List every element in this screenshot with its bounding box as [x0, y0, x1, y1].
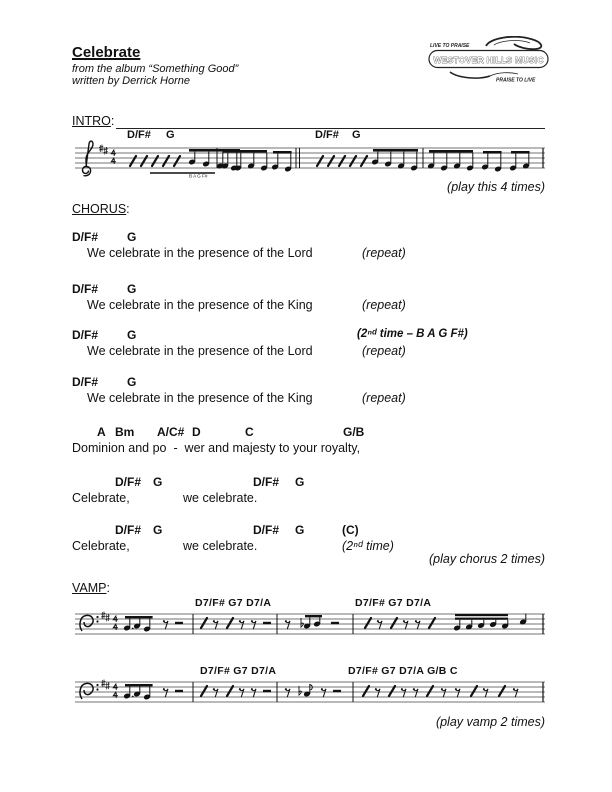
chord: D/F#	[115, 475, 142, 489]
chord: G	[153, 523, 163, 537]
repeat-note: (repeat)	[362, 343, 406, 358]
chord: D/F#	[72, 375, 99, 389]
key-signature-sharps	[101, 612, 110, 622]
time-signature	[113, 616, 117, 630]
second-time-note: (2ⁿᵈ time – B A G F#)	[357, 328, 468, 340]
chord: A	[97, 425, 106, 439]
chord: G	[127, 230, 137, 244]
measure-3-notes	[285, 615, 339, 629]
vamp-staff-2	[75, 668, 545, 712]
chord: A/C#	[157, 425, 185, 439]
second-time-note: (2ⁿᵈ time)	[342, 538, 394, 553]
chorus-line	[72, 230, 545, 264]
vamp-chords: D7/F# G7 D7/A	[200, 665, 277, 677]
chord: (C)	[342, 523, 359, 537]
chorus-label: CHORUS:	[72, 202, 130, 216]
lyric: Celebrate,	[72, 490, 130, 505]
chord: G/B	[343, 425, 365, 439]
intro-play-note: (play this 4 times)	[447, 180, 545, 194]
vamp-label: VAMP:	[72, 581, 110, 595]
lyric: We celebrate in the presence of the King	[87, 390, 313, 405]
lyric: We celebrate in the presence of the Lord	[87, 343, 313, 358]
intro-label: INTRO:	[72, 114, 115, 128]
intro-chord: D/F#	[127, 129, 151, 141]
chord: D	[192, 425, 201, 439]
writer-line: written by Derrick Horne	[72, 75, 190, 87]
chord: D/F#	[72, 230, 99, 244]
measure-3-notes	[285, 685, 341, 698]
vamp-play-note: (play vamp 2 times)	[435, 715, 545, 729]
chorus-line-bridge	[72, 425, 545, 459]
chord: G	[127, 375, 137, 389]
chord: D/F#	[253, 523, 280, 537]
repeat-note: (repeat)	[362, 390, 406, 405]
song-title: Celebrate	[72, 44, 141, 61]
measure-2-slashes	[201, 618, 271, 629]
chorus-line	[72, 475, 545, 509]
key-signature-sharps	[101, 680, 110, 690]
logo-swirl-bottom	[450, 72, 490, 78]
repeat-note: (repeat)	[362, 297, 406, 312]
lyric: We celebrate in the presence of the King	[87, 297, 313, 312]
logo-bottom-text: PRAISE TO LIVE	[496, 77, 536, 84]
album-line: from the album “Something Good”	[72, 63, 239, 75]
chorus-line	[72, 282, 545, 316]
chord: G	[153, 475, 163, 489]
intro-chord: D/F#	[315, 129, 339, 141]
chord: G	[127, 328, 137, 342]
lyric: Celebrate,	[72, 538, 130, 553]
vamp-chords: D7/F# G7 D7/A	[355, 597, 432, 609]
chord: D/F#	[72, 282, 99, 296]
chord: D/F#	[253, 475, 280, 489]
chorus-line	[72, 375, 545, 409]
publisher-logo	[428, 36, 555, 84]
chord: C	[245, 425, 254, 439]
measure-4-notes	[363, 686, 518, 697]
chord: Bm	[115, 425, 135, 439]
pickup-note-names: B A G F#	[189, 173, 208, 179]
time-signature	[113, 684, 117, 698]
intro-chord: G	[166, 129, 175, 141]
vamp-staff-1	[75, 600, 545, 644]
chord: G	[295, 523, 305, 537]
measure-3-slashes	[317, 156, 367, 166]
lyric: we celebrate.	[183, 490, 258, 505]
vamp-chords: D7/F# G7 D7/A G/B C	[348, 665, 458, 677]
repeat-note: (repeat)	[362, 245, 406, 260]
intro-chord: G	[352, 129, 361, 141]
chorus-line	[72, 328, 545, 362]
treble-clef-icon	[82, 141, 93, 176]
logo-main-text: WESTOVER HILLS MUSIC	[433, 55, 544, 65]
vamp-chords: D7/F# G7 D7/A	[195, 597, 272, 609]
logo-swirl-top	[486, 37, 541, 49]
chord: G	[127, 282, 137, 296]
chord: G	[295, 475, 305, 489]
chorus-play-note: (play chorus 2 times)	[428, 552, 545, 566]
measure-1-slashes	[130, 156, 180, 166]
chord: D/F#	[115, 523, 142, 537]
time-signature	[111, 150, 115, 164]
lyric: we celebrate.	[183, 538, 258, 553]
logo-top-text: LIVE TO PRAISE	[430, 43, 470, 49]
intro-staff-notation	[75, 136, 545, 180]
measure-2-slashes	[201, 686, 271, 697]
lyric: Dominion and po - wer and majesty to your royalty,	[72, 440, 361, 455]
lyric: We celebrate in the presence of the Lord	[87, 245, 313, 260]
chord: D/F#	[72, 328, 99, 342]
